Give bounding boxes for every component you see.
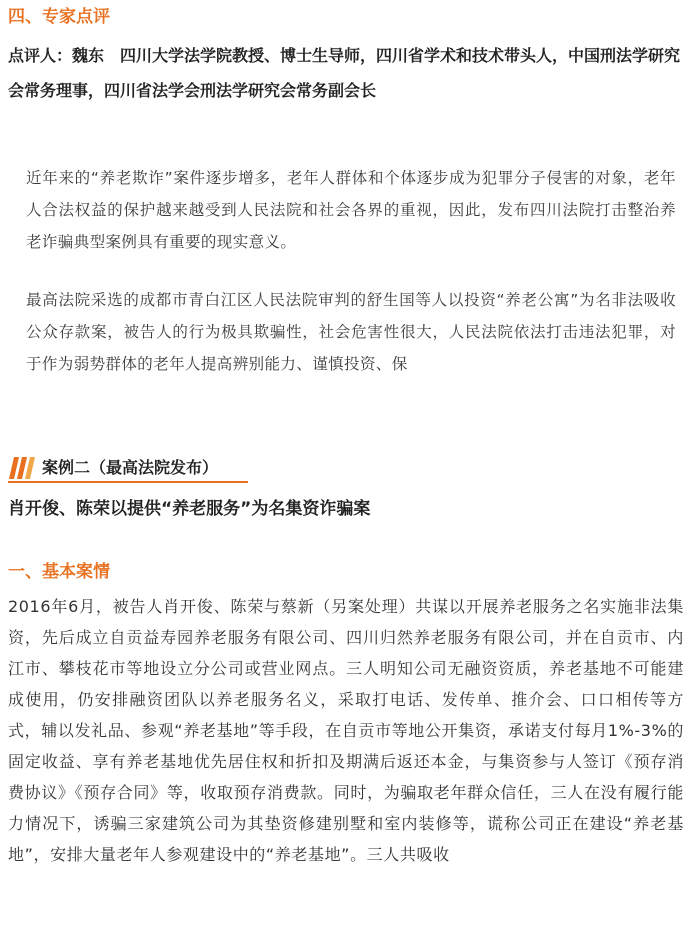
stripe-decoration-icon (8, 455, 38, 481)
case-two-title: 案例二（最高法院发布） (42, 458, 219, 477)
case-two-subtitle: 肖开俊、陈荣以提供“养老服务”为名集资诈骗案 (8, 499, 371, 519)
expert-review-heading: 四、专家点评 (8, 7, 110, 27)
case-two-banner (8, 455, 248, 481)
banner-underline (8, 481, 248, 483)
case-facts-paragraph: 2016年6月，被告人肖开俊、陈荣与蔡新（另案处理）共谋以开展养老服务之名实施非法集资，先后成立自贡益寿园养老服务有限公司、四川归然养老服务有限公司，并在自贡市、内江市、攀枝花市等地设立分公司或营业网点。三人明知公司无融资资质，养老基地不可能建成使用，仍安排融资团队以养老服务名义，采取打电话、发传单、推介会、口口相传等方式，辅以发礼品、参观“养老基地”等手段，在自贡市等地公开集资，承诺支付每月1%-3%的固定收益、享有养老基地优先居住权和折扣及期满后返还本金，与集资参与人签订《预存消费协议》《预存合同》等，收取预存消费款。同时，为骗取老年群众信任，三人在没有履行能力情况下，诱骗三家建筑公司为其垫资修建别墅和室内装修等，谎称公司正在建设“养老基地”，安排大量老年人参观建设中的“养老基地”。三人共吸收 (8, 597, 684, 864)
basic-facts-heading: 一、基本案情 (8, 562, 110, 582)
review-paragraph-1: 近年来的“养老欺诈”案件逐步增多，老年人群体和个体逐步成为犯罪分子侵害的对象，老年人合法权益的保护越来越受到人民法院和社会各界的重视，因此，发布四川法院打击整治养老诈骗典型案例具有重要的现实意义。 (26, 169, 676, 251)
reviewer-info: 点评人：魏东 四川大学法学院教授、博士生导师，四川省学术和技术带头人，中国刑法学研究会常务理事，四川省法学会刑法学研究会常务副会长 (8, 46, 681, 100)
review-paragraph-2: 最高法院采选的成都市青白江区人民法院审判的舒生国等人以投资“养老公寓”为名非法吸收公众存款案，被告人的行为极具欺骗性，社会危害性很大，人民法院依法打击违法犯罪，对于作为弱势群体的老年人提高辨别能力、谨慎投资、保 (26, 291, 676, 373)
